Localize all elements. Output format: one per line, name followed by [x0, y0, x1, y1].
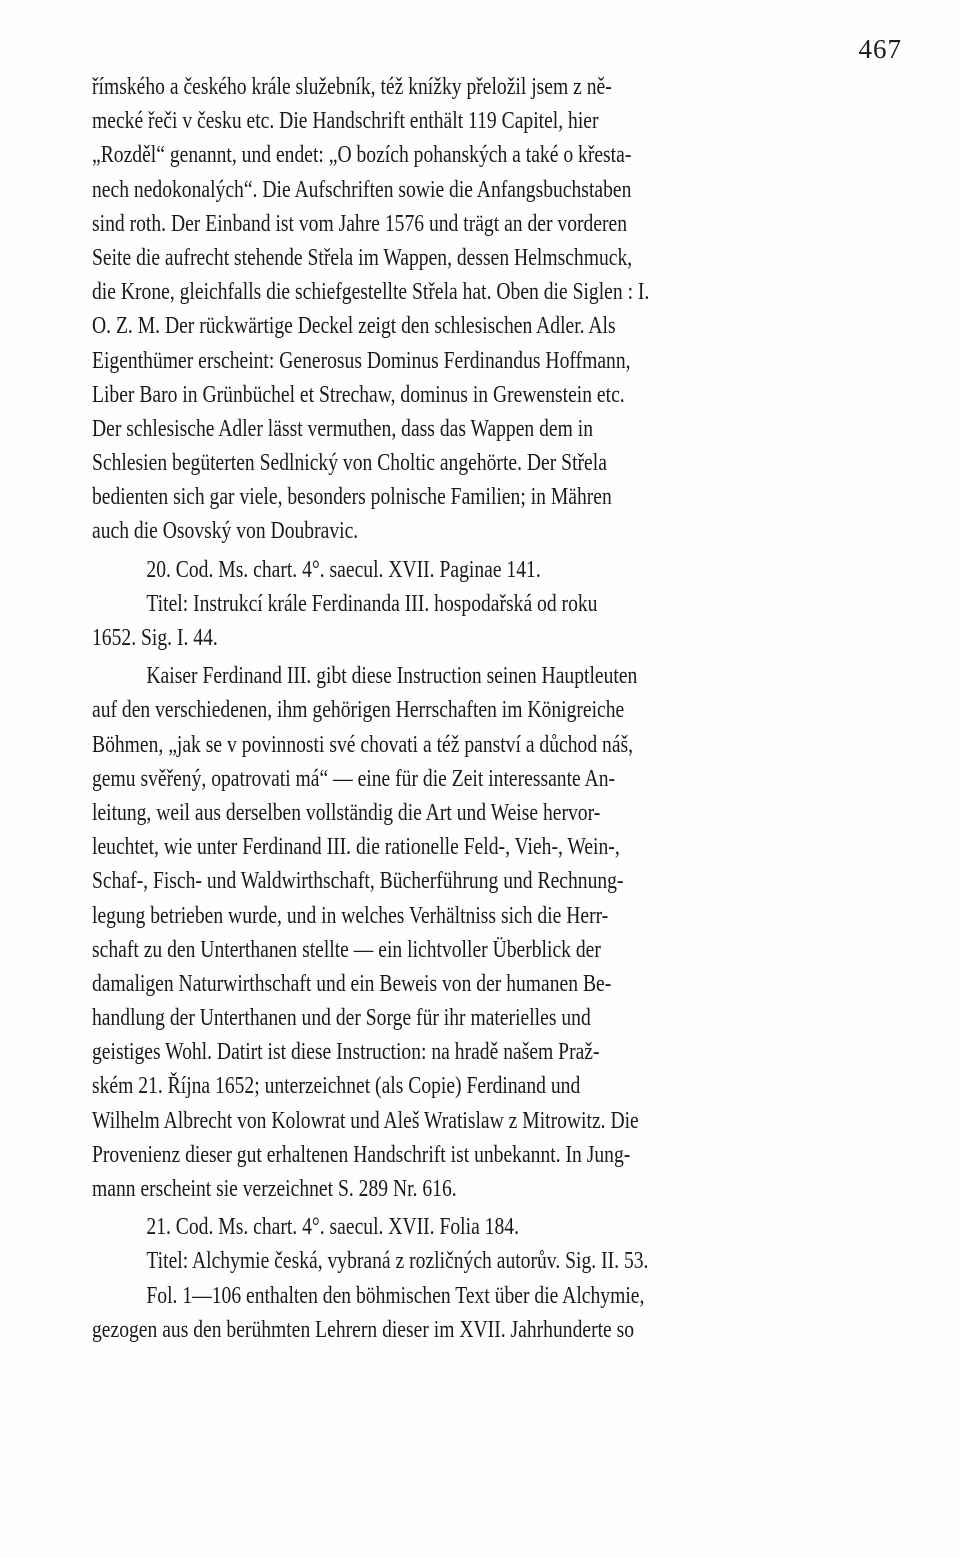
- text-line: „Rozděl“ genannt, und endet: „O bozích pohanských a také o křesta-: [92, 141, 632, 169]
- entry-title-line: Titel: Instrukcí krále Ferdinanda III. hospodařská od roku: [146, 589, 598, 617]
- text-line: římského a českého krále služebník, též knížky přeložil jsem z ně-: [92, 73, 612, 100]
- text-line: nech nedokonalých“. Die Aufschriften sowie die Anfangsbuchstaben: [92, 175, 632, 203]
- text-line: Schaf-, Fisch- und Waldwirthschaft, Bücherführung und Rechnung-: [92, 867, 624, 895]
- text-line: damaligen Naturwirthschaft und ein Beweis von der humanen Be-: [92, 969, 612, 997]
- text-line: auf den verschiedenen, ihm gehörigen Herrschaften im Königreiche: [92, 696, 625, 724]
- text-line: gezogen aus den berühmten Lehrern dieser im XVII. Jahrhunderte so: [92, 1315, 635, 1343]
- text-line: Schlesien begüterten Sedlnický von Choltic angehörte. Der Střela: [92, 449, 607, 477]
- text-line: Provenienz dieser gut erhaltenen Handschrift ist unbekannt. In Jung-: [92, 1140, 631, 1168]
- text-line: geistiges Wohl. Datirt ist diese Instruction: na hradě našem Praž-: [92, 1038, 600, 1066]
- text-line: bedienten sich gar viele, besonders polnische Familien; in Mähren: [92, 483, 612, 511]
- text-line: mann erscheint sie verzeichnet S. 289 Nr. 616.: [92, 1175, 457, 1202]
- text-line: schaft zu den Unterthanen stellte — ein lichtvoller Überblick der: [92, 935, 601, 963]
- text-line: Kaiser Ferdinand III. gibt diese Instruction seinen Hauptleuten: [146, 662, 638, 690]
- text-line: Fol. 1—106 enthalten den böhmischen Text über die Alchymie,: [146, 1281, 645, 1309]
- text-line: legung betrieben wurde, und in welches Verhältniss sich die Herr-: [92, 901, 609, 929]
- text-line: O. Z. M. Der rückwärtige Deckel zeigt den schlesischen Adler. Als: [92, 312, 616, 340]
- text-line: mecké řeči v česku etc. Die Handschrift enthält 119 Capitel, hier: [92, 107, 599, 135]
- text-line: Seite die aufrecht stehende Střela im Wappen, dessen Helmschmuck,: [92, 243, 633, 271]
- text-line: Liber Baro in Grünbüchel et Strechaw, dominus in Grewenstein etc.: [92, 380, 625, 408]
- text-line: Eigenthümer erscheint: Generosus Dominus Ferdinandus Hoffmann,: [92, 346, 631, 374]
- page-number: 467: [858, 34, 902, 64]
- text-line: auch die Osovský von Doubravic.: [92, 517, 359, 545]
- text-line: 1652. Sig. I. 44.: [92, 624, 218, 651]
- text-line: Wilhelm Albrecht von Kolowrat und Aleš Wratislaw z Mitrowitz. Die: [92, 1106, 639, 1134]
- text-line: die Krone, gleichfalls die schiefgestellte Střela hat. Oben die Siglen : I.: [92, 278, 650, 306]
- text-line: ském 21. Října 1652; unterzeichnet (als Copie) Ferdinand und: [92, 1072, 581, 1100]
- text-line: Böhmen, „jak se v povinnosti své chovati a též panství a důchod náš,: [92, 730, 634, 758]
- entry-heading: 21. Cod. Ms. chart. 4°. saecul. XVII. Folia 184.: [146, 1213, 519, 1241]
- text-line: leuchtet, wie unter Ferdinand III. die rationelle Feld-, Vieh-, Wein-,: [92, 833, 620, 861]
- text-line: handlung der Unterthanen und der Sorge für ihr materielles und: [92, 1004, 591, 1032]
- text-line: leitung, weil aus derselben vollständig die Art und Weise hervor-: [92, 798, 601, 826]
- body-text: [92, 70, 910, 1347]
- text-line: Der schlesische Adler lässt vermuthen, dass das Wappen dem in: [92, 414, 594, 442]
- entry-title-line: Titel: Alchymie česká, vybraná z rozličných autorův. Sig. II. 53.: [146, 1247, 649, 1275]
- entry-heading: 20. Cod. Ms. chart. 4°. saecul. XVII. Paginae 141.: [146, 555, 541, 583]
- text-line: sind roth. Der Einband ist vom Jahre 1576 und trägt an der vorderen: [92, 209, 628, 237]
- text-line: gemu svěřený, opatrovati má“ — eine für die Zeit interessante An-: [92, 764, 616, 792]
